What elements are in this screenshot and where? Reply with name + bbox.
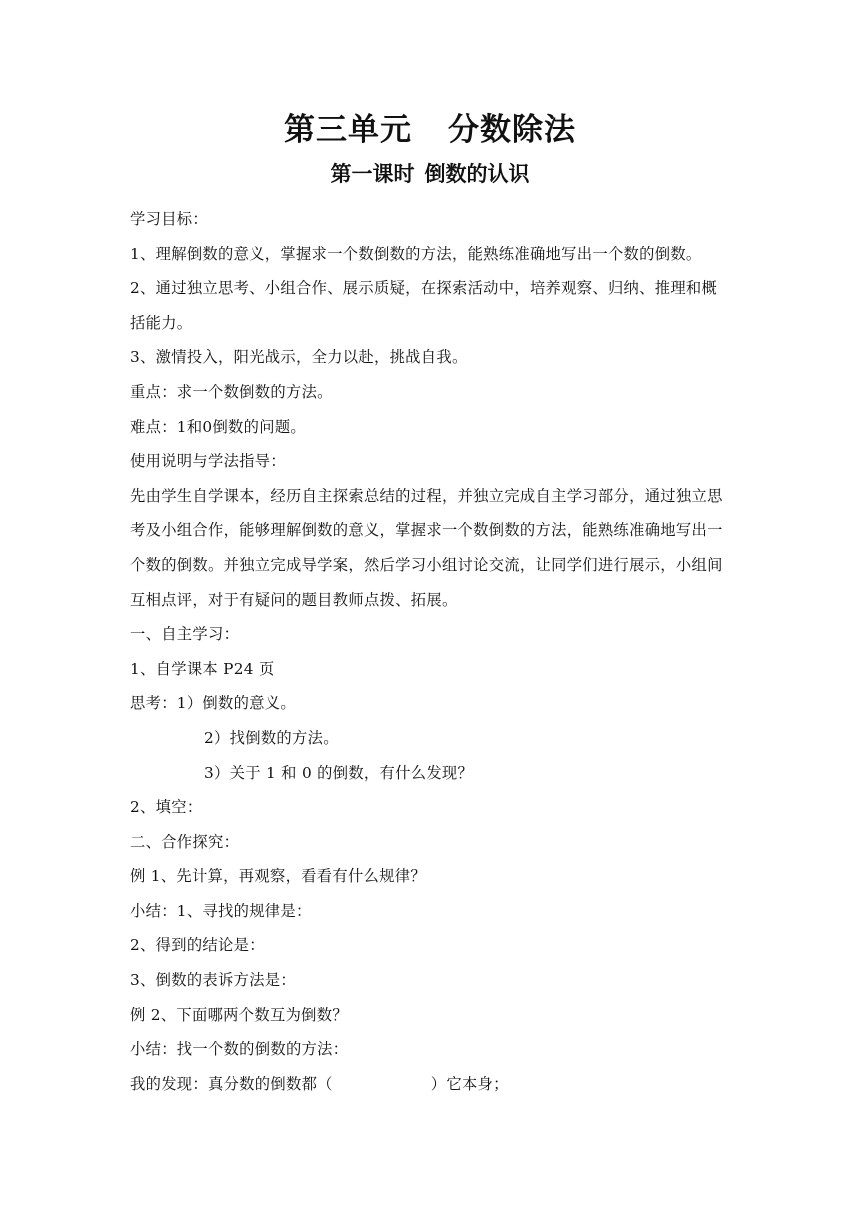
summary-1: 小结：1、寻找的规律是： xyxy=(130,901,312,920)
guide-text: 先由学生自学课本，经历自主探索总结的过程，并独立完成自主学习部分，通过独立思考及小组合作，能够理解倒数的意义，掌握求一个数倒数的方法，能熟练准确地写出一个数的倒数。并独立完成导学案，然后学习小组讨论交流，让同学们进行展示，小组间互相点评，对于有疑问的题目教师点拨、拓展。 xyxy=(130,486,723,609)
think-item-3: 3）关于 1 和 0 的倒数，有什么发现？ xyxy=(204,763,474,782)
section-cooperative: 二、合作探究： xyxy=(130,832,240,851)
unit-label: 第三单元 xyxy=(284,112,412,148)
self-study-item: 1、自学课本 P24 页 xyxy=(130,659,275,678)
example-1: 例 1、先计算，再观察，看看有什么规律？ xyxy=(130,867,426,886)
goal-3: 3、激情投入，阳光战示，全力以赴，挑战自我。 xyxy=(130,348,468,367)
discovery-prefix: 我的发现：真分数的倒数都（ xyxy=(130,1074,333,1093)
guide-heading: 使用说明与学法指导： xyxy=(130,452,286,471)
example-2: 例 2、下面哪两个数互为倒数？ xyxy=(130,1005,348,1024)
think-item-2: 2）找倒数的方法。 xyxy=(204,728,339,747)
discovery-suffix: ）它本身； xyxy=(430,1074,509,1093)
discovery-line xyxy=(130,1067,732,1102)
summary-2: 2、得到的结论是： xyxy=(130,936,265,955)
lesson-title xyxy=(0,158,860,188)
lesson-body xyxy=(130,202,732,1101)
goal-2: 2、通过独立思考、小组合作、展示质疑，在探索活动中，培养观察、归纳、推理和概括能力。 xyxy=(130,279,718,332)
unit-title xyxy=(0,104,860,149)
goal-1: 1、理解倒数的意义，掌握求一个数倒数的方法，能熟练准确地写出一个数的倒数。 xyxy=(130,244,702,263)
fill-blank-item: 2、填空： xyxy=(130,798,203,817)
summary-3: 3、倒数的表诉方法是： xyxy=(130,971,297,990)
lesson-topic: 倒数的认识 xyxy=(424,162,530,186)
goals-heading: 学习目标： xyxy=(130,210,208,228)
key-point: 重点：求一个数倒数的方法。 xyxy=(130,382,333,401)
summary-4: 小结：找一个数的倒数的方法： xyxy=(130,1040,349,1059)
section-self-study: 一、自主学习： xyxy=(130,625,240,644)
lesson-label: 第一课时 xyxy=(330,162,415,186)
difficult-point: 难点：1和0倒数的问题。 xyxy=(130,417,307,436)
think-item-1: 思考：1）倒数的意义。 xyxy=(130,694,297,713)
unit-topic: 分数除法 xyxy=(448,112,576,148)
